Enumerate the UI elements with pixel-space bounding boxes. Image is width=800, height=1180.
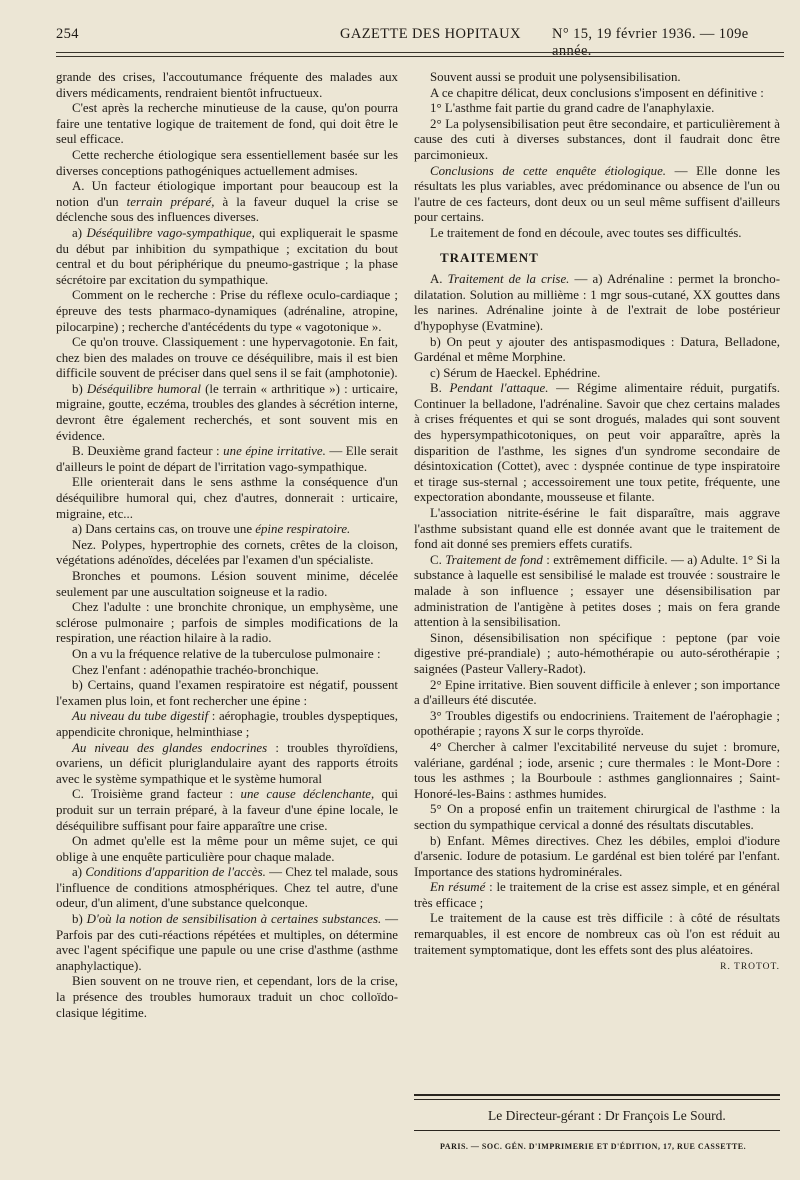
paragraph: L'association nitrite-ésérine le fait disparaître, mais aggrave l'asthme subsistant quand elle est donnée avant que le traitement de fond ait donné ses premiers effets curatifs. bbox=[414, 506, 780, 552]
paragraph: b) On peut y ajouter des antispasmodiques : Datura, Belladone, Gardénal et même Morphine. bbox=[414, 334, 780, 365]
paragraph: 4° Chercher à calmer l'excitabilité nerveuse du sujet : bromure, valériane, gardénal ; iode, arsenic ; cure thermales : le Mont-Dore : tous les asthmes ; la Bourboule : asthmes ganglionnaires ; Saint-Honoré-les-Bains : asthmes humides. bbox=[414, 739, 780, 801]
paragraph: Au niveau du tube digestif : aérophagie, troubles dyspeptiques, appendicite chronique, helminthiase ; bbox=[56, 709, 398, 739]
paragraph: B. Deuxième grand facteur : une épine irritative. — Elle serait d'ailleurs le point de départ de l'irritation vago-sympathique. bbox=[56, 444, 398, 474]
paragraph: Le traitement de fond en découle, avec toutes ses difficultés. bbox=[430, 225, 742, 240]
paragraph: 5° On a proposé enfin un traitement chirurgical de l'asthme : la section du sympathique cervical a donné des résultats discutables. bbox=[414, 802, 780, 832]
paragraph: A. Un facteur étiologique important pour beaucoup est la notion d'un terrain préparé, à la faveur duquel la crise se déclenche sous des influences diverses. bbox=[56, 179, 398, 225]
header-rule-double bbox=[56, 56, 784, 57]
paragraph: C. Troisième grand facteur : une cause déclenchante, qui produit sur un terrain préparé, à la faveur d'une épine locale, le déséquilibre suffisant pour faire apparaître une crise. bbox=[56, 787, 398, 833]
right-column bbox=[414, 70, 780, 976]
paragraph: b) D'où la notion de sensibilisation à certaines substances. — Parfois par des cuti-réactions répétées et multiples, on détermine avec l'agent spécifique une papule ou une crise d'asthme (asthme anaphylactique). bbox=[56, 912, 398, 973]
paragraph: Chez l'adulte : une bronchite chronique, un emphysème, une sclérose pulmonaire ; parfois de simples modifications de la respiration, une réaction hilaire à la radio. bbox=[56, 600, 398, 646]
paragraph: b) Certains, quand l'examen respiratoire est négatif, poussent l'examen plus loin, et font rechercher une épine : bbox=[56, 678, 398, 708]
paragraph: A ce chapitre délicat, deux conclusions s'imposent en définitive : bbox=[430, 85, 764, 100]
footer-rule bbox=[414, 1130, 780, 1131]
paragraph: Le traitement de la cause est très difficile : à côté de résultats remarquables, il est encore de nombreux cas où l'on est réduit au traitement symptomatique, dont les effets sont des plus aléatoires. R. TROTOT. bbox=[414, 911, 780, 958]
paragraph: a) Conditions d'apparition de l'accès. — Chez tel malade, sous l'influence de conditions atmosphériques. Chez tel autre, d'une odeur, d'un aliment, d'une substance quelconque. bbox=[56, 865, 398, 911]
printer-imprint: PARIS. — SOC. GÉN. D'IMPRIMERIE ET D'ÉDITION, 17, RUE CASSETTE. bbox=[440, 1142, 747, 1151]
paragraph: Sinon, désensibilisation non spécifique : peptone (par voie digestive pré-prandiale) ; auto-hémothérapie ou auto-sérothérapie ; saignées (Pasteur Vallery-Radot). bbox=[414, 630, 780, 676]
paragraph: On a vu la fréquence relative de la tuberculose pulmonaire : bbox=[72, 646, 381, 661]
director-line: Le Directeur-gérant : Dr François Le Sourd. bbox=[488, 1108, 726, 1123]
footer-rule bbox=[414, 1094, 780, 1096]
author-signature: R. TROTOT. bbox=[720, 962, 780, 973]
paragraph: Bronches et poumons. Lésion souvent minime, décelée seulement par une auscultation soigneuse et la radio. bbox=[56, 569, 398, 599]
paragraph: a) Déséquilibre vago-sympathique, qui expliquerait le spasme du début par inhibition du sympathique ; excitation du bout central et du bout périphérique du pneumo-gastrique ; la phase sécrétoire par excitation du sympathique. bbox=[56, 225, 398, 287]
paragraph: On admet qu'elle est la même pour un même sujet, ce qui oblige à une enquête particulière pour chaque malade. bbox=[56, 834, 398, 864]
paragraph: c) Sérum de Haeckel. Ephédrine. bbox=[430, 365, 601, 380]
paragraph: C'est après la recherche minutieuse de la cause, qu'on pourra faire une tentative logique de traitement de fond, qui doit être le seul efficace. bbox=[56, 101, 398, 147]
paragraph: A. Traitement de la crise. — a) Adrénaline : permet la broncho-dilatation. Solution au millième : 1 mgr sous-cutané, XX gouttes dans les narines. Adrénaline jointe à de l'extrait de lobe postérieur d'hypophyse (Evatmine). bbox=[414, 272, 780, 333]
page-number: 254 bbox=[56, 26, 79, 42]
paragraph: En résumé : le traitement de la crise est assez simple, et en général très efficace ; bbox=[414, 880, 780, 910]
paragraph: b) Enfant. Mêmes directives. Chez les débiles, emploi d'iodure d'arsenic. Iodure de potasium. Le gardénal est bien toléré par l'enfant. Importance des stations hydrominérales. bbox=[414, 833, 780, 879]
paragraph: 2° La polysensibilisation peut être secondaire, et particulièrement à cause des cuti à diverses substances, dont il faudrait donc être parcimonieux. bbox=[414, 116, 780, 162]
paragraph: 2° Epine irritative. Bien souvent difficile à enlever ; son importance a d'ailleurs été discutée. bbox=[414, 677, 780, 708]
paragraph: Comment on le recherche : Prise du réflexe oculo-cardiaque ; épreuve des tests pharmaco-dynamiques (adrénaline, atropine, pilocarpine) ; recherche d'antécédents du type « vagotonique ». bbox=[56, 288, 398, 334]
paragraph: Conclusions de cette enquête étiologique. — Elle donne les résultats les plus variables, avec prédominance ou absence de l'un ou l'autre de ces facteurs, dont deux ou un seul même suffisent d'ailleurs pour certains. bbox=[414, 163, 780, 225]
paragraph: Cette recherche étiologique sera essentiellement basée sur les diverses conceptions pathogéniques actuellement admises. bbox=[56, 147, 398, 178]
paragraph: grande des crises, l'accoutumance fréquente des malades aux divers médicaments, rendraient bientôt infructueux. bbox=[56, 70, 398, 100]
left-column bbox=[56, 70, 398, 1021]
paragraph: 1° L'asthme fait partie du grand cadre de l'anaphylaxie. bbox=[430, 101, 715, 116]
paragraph: Au niveau des glandes endocrines : troubles thyroïdiens, ovariens, un déficit pluriglandulaire ayant des rapports étroits avec le système sympathique et le système humoral bbox=[56, 740, 398, 786]
page-header bbox=[56, 26, 786, 59]
paragraph: Elle orienterait dans le sens asthme la conséquence d'un déséquilibre humoral qui, chez d'autres, donnerait : urticaire, migraine, etc... bbox=[56, 475, 398, 521]
paragraph: a) Dans certains cas, on trouve une épine respiratoire. bbox=[72, 522, 351, 537]
header-rule bbox=[56, 52, 784, 53]
section-heading: TRAITEMENT bbox=[440, 249, 539, 265]
paragraph: Nez. Polypes, hypertrophie des cornets, crêtes de la cloison, végétations adénoïdes, décelées par l'examen d'un spécialiste. bbox=[56, 537, 398, 568]
paragraph: Ce qu'on trouve. Classiquement : une hypervagotonie. En fait, chez bien des malades on trouve ce déséquilibre, mais il est bien difficile souvent de préciser dans quel sens il se fait (amphotonie). bbox=[56, 335, 398, 381]
paragraph: 3° Troubles digestifs ou endocriniens. Traitement de l'aérophagie ; opothérapie ; rayons X sur le corps thyroïde. bbox=[414, 708, 780, 739]
paragraph: B. Pendant l'attaque. — Régime alimentaire réduit, purgatifs. Continuer la belladone, l'adrénaline. Savoir que chez certains malades à crises fréquentes et qui se sont drogués, malades qui sont souvent des hypersympathicotoniques, on peut voir apparaître, après la disparition de l'asthme, les signes d'un syndrome secondaire de désintoxication (Cottet), avec : dyspnée continue de type inspiratoire et tirage sus-sternal ; accessoirement une toux petite, fréquente, une expectoration abondante, mousseuse et filante. bbox=[414, 381, 780, 505]
issue-info: N° 15, 19 février 1936. — 109e année. bbox=[552, 26, 749, 59]
paragraph: Bien souvent on ne trouve rien, et cependant, lors de la crise, la présence des troubles humoraux traduit un choc colloïdo-clasique légitime. bbox=[56, 974, 398, 1020]
paragraph: Souvent aussi se produit une polysensibilisation. bbox=[430, 70, 681, 84]
footer-rule bbox=[414, 1099, 780, 1100]
paragraph: Chez l'enfant : adénopathie trachéo-bronchique. bbox=[72, 662, 319, 677]
journal-title: GAZETTE DES HOPITAUX bbox=[340, 26, 521, 42]
paragraph: b) Déséquilibre humoral (le terrain « arthritique ») : urticaire, migraine, goutte, eczéma, troubles des glandes à sécrétion interne, devront être également recherchés, et sont souvent mis en évidence. bbox=[56, 381, 398, 443]
paragraph: C. Traitement de fond : extrêmement difficile. — a) Adulte. 1° Si la substance à laquelle est sensibilisé le malade est trouvée : soustraire le malade à son influence ; essayer une désensibilisation par administration de l'antigène à petites doses ; mais on fera grande attention à la sensibilisation. bbox=[414, 552, 781, 630]
